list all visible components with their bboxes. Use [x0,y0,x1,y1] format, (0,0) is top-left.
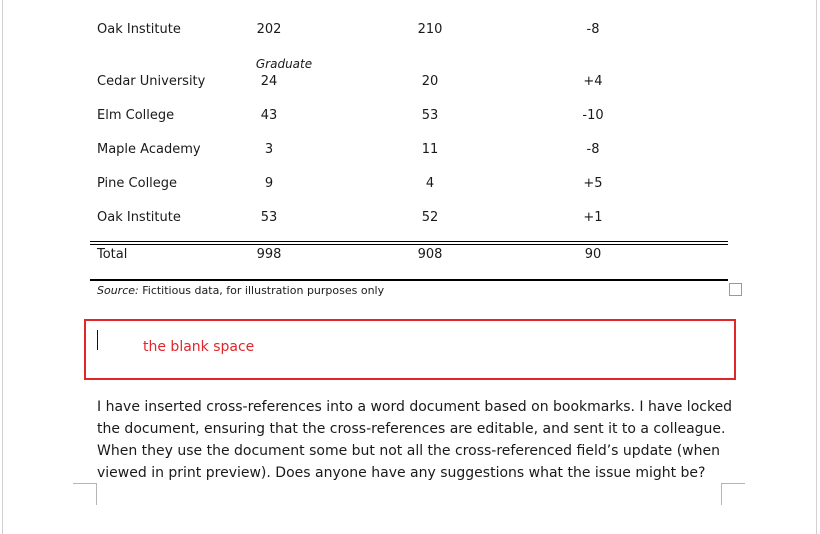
cell-value-1: 3 [264,142,274,157]
cell-value-2: 210 [417,22,443,37]
table-row [90,108,728,128]
cell-value-2: 52 [421,210,439,225]
cell-value-1: 202 [256,22,282,37]
cell-value-2: 53 [421,108,439,123]
cell-value-3: -8 [586,22,600,37]
source-label: Source: [97,284,139,297]
blank-space-highlight[interactable] [84,319,736,380]
cell-value-3: -8 [586,142,600,157]
group-label-graduate: Graduate [255,57,313,71]
cell-value-3: 90 [584,247,602,262]
cell-value-3 [560,0,626,1]
cell-value-3: -10 [582,108,604,123]
cell-value-3: +5 [583,176,603,191]
cell-value-2 [400,0,460,1]
cell-name: Oak Institute [97,22,181,37]
table-row [90,142,728,162]
cell-name: Maple Academy [97,142,201,157]
cell-name [97,0,177,1]
cell-value-2: 20 [421,74,439,89]
cell-value-3: +1 [583,210,603,225]
paragraph-text: I have inserted cross-references into a word document based on bookmarks. I have locked the document, ensuring that the cross-references are editable, and sent it to a colleague. When they use the document some but not all the cross-referenced field’s update (when viewed in print preview). Does anyone have any suggestions what the issue might be? [97,399,733,481]
anchor-checkbox[interactable] [729,283,742,296]
table-row-partial [90,0,728,6]
cell-value-1 [240,0,298,1]
cell-value-1: 24 [260,74,278,89]
cell-name: Pine College [97,176,178,191]
text-cursor [97,330,98,350]
cell-name: Cedar University [97,74,206,89]
crop-mark-right-vertical [721,483,722,505]
cell-value-1: 998 [256,247,282,262]
cell-name: Oak Institute [97,210,181,225]
table-row-total [90,247,728,267]
cell-value-3: +4 [583,74,603,89]
table-row [90,22,728,42]
table-row [90,176,728,196]
page-edge-right [816,0,817,534]
table-row [90,74,728,94]
cell-name: Elm College [97,108,175,123]
cell-value-2: 4 [425,176,435,191]
cell-value-2: 11 [421,142,439,157]
cell-value-1: 53 [260,210,278,225]
total-double-rule-bottom [90,244,728,245]
source-text: Fictitious data, for illustration purposes only [142,284,385,297]
crop-mark-left-vertical [96,483,97,505]
total-double-rule-top [90,241,728,242]
cell-value-2: 908 [417,247,443,262]
table-row [90,210,728,230]
table-source-note [97,284,384,297]
page-edge-left [2,0,3,534]
crop-mark-left-horizontal [73,483,96,484]
cell-value-1: 9 [264,176,274,191]
table-bottom-rule [90,279,728,281]
body-paragraph[interactable] [97,396,737,484]
crop-mark-right-horizontal [721,483,745,484]
cell-value-1: 43 [260,108,278,123]
cell-name: Total [97,247,128,262]
blank-space-label: the blank space [143,339,255,355]
